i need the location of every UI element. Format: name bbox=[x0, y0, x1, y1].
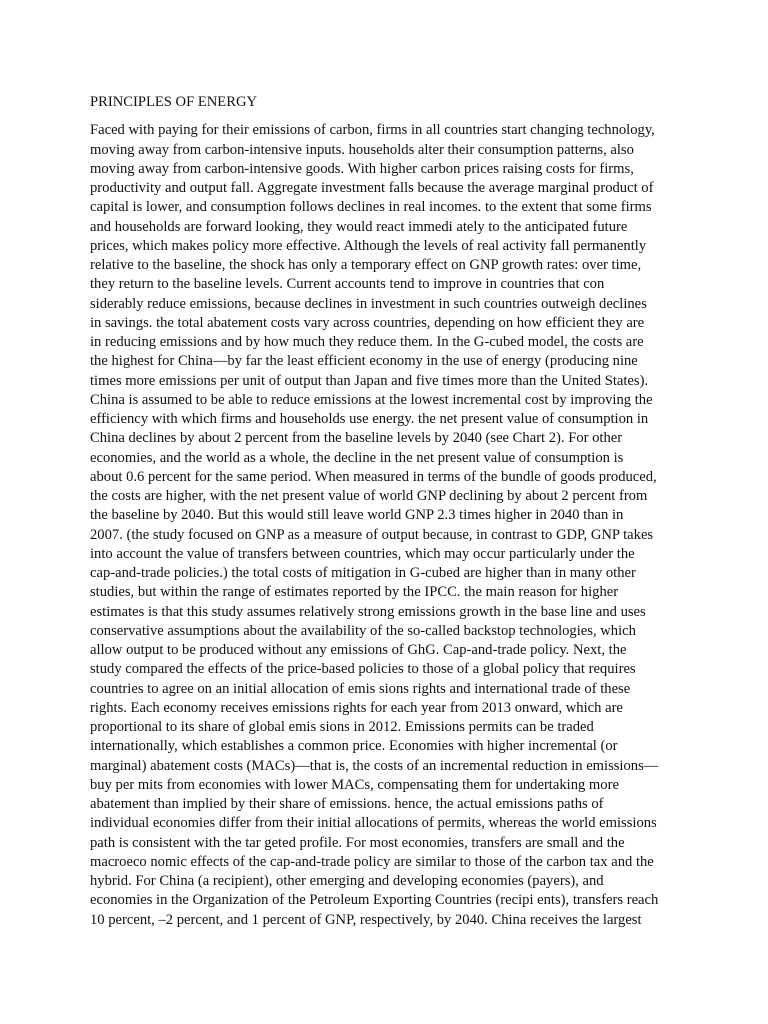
body-line: efficiency with which firms and households use energy. the net present value of consumption in bbox=[90, 411, 649, 427]
body-line: 2007. (the study focused on GNP as a measure of output because, in contrast to GDP, GNP takes bbox=[90, 526, 654, 543]
body-line: they return to the baseline levels. Current accounts tend to improve in countries that con bbox=[90, 276, 605, 293]
body-line: the costs are higher, with the net present value of world GNP declining by about 2 percent from bbox=[90, 488, 648, 504]
body-line: individual economies differ from their initial allocations of permits, whereas the world emissions bbox=[90, 815, 657, 832]
body-line: into account the value of transfers between countries, which may occur particularly under the bbox=[90, 545, 635, 562]
body-line: study compared the effects of the price-based policies to those of a global policy that requires bbox=[90, 661, 636, 678]
body-line: and households are forward looking, they would react immedi ately to the anticipated future bbox=[90, 218, 628, 235]
body-line: economies, and the world as a whole, the decline in the net present value of consumption is bbox=[90, 449, 624, 466]
body-line: economies in the Organization of the Petroleum Exporting Countries (recipi ents), transfers reach bbox=[90, 892, 659, 909]
body-line: capital is lower, and consumption follows declines in real incomes. to the extent that some firms bbox=[90, 199, 652, 216]
body-line: macroeco nomic effects of the cap-and-trade policy are similar to those of the carbon tax and the bbox=[90, 853, 654, 870]
body-line: the baseline by 2040. But this would still leave world GNP 2.3 times higher in 2040 than in bbox=[90, 507, 624, 524]
body-line: China is assumed to be able to reduce emissions at the lowest incremental cost by improving the bbox=[90, 391, 653, 408]
body-line: productivity and output fall. Aggregate investment falls because the average marginal product of bbox=[90, 180, 654, 196]
body-line: studies, but within the range of estimates reported by the IPCC. the main reason for higher bbox=[90, 584, 619, 601]
body-line: prices, which makes policy more effective. Although the levels of real activity fall permanently bbox=[90, 237, 647, 254]
body-line: siderably reduce emissions, because declines in investment in such countries outweigh declines bbox=[90, 295, 647, 312]
body-line: hybrid. For China (a recipient), other emerging and developing economies (payers), and bbox=[90, 873, 604, 889]
document-body bbox=[90, 121, 678, 930]
body-line: allow output to be produced without any emissions of GhG. Cap-and-trade policy. Next, the bbox=[90, 642, 627, 658]
body-line: relative to the baseline, the shock has only a temporary effect on GNP growth rates: over time, bbox=[90, 257, 642, 273]
body-line: estimates is that this study assumes relatively strong emissions growth in the base line and uses bbox=[90, 603, 646, 620]
body-line: internationally, which establishes a common price. Economies with higher incremental (or bbox=[90, 738, 618, 755]
body-line: countries to agree on an initial allocation of emis sions rights and international trade of these bbox=[90, 680, 631, 697]
body-line: the highest for China—by far the least efficient economy in the use of energy (producing nine bbox=[90, 353, 638, 370]
body-line: in savings. the total abatement costs vary across countries, depending on how efficient they are bbox=[90, 314, 645, 331]
body-line: moving away from carbon-intensive inputs. households alter their consumption patterns, also bbox=[90, 141, 634, 158]
body-line: 10 percent, –2 percent, and 1 percent of GNP, respectively, by 2040. China receives the largest bbox=[90, 911, 642, 928]
body-line: proportional to its share of global emis sions in 2012. Emissions permits can be traded bbox=[90, 719, 594, 735]
body-line: buy per mits from economies with lower MACs, compensating them for undertaking more bbox=[90, 776, 619, 793]
body-line: times more emissions per unit of output than Japan and five times more than the United States). bbox=[90, 372, 649, 389]
body-line: in reducing emissions and by how much they reduce them. In the G-cubed model, the costs are bbox=[90, 334, 644, 350]
body-line: Faced with paying for their emissions of carbon, firms in all countries start changing technology, bbox=[90, 122, 655, 139]
document-title: PRINCIPLES OF ENERGY bbox=[90, 94, 258, 110]
document-content bbox=[90, 93, 678, 930]
body-line: rights. Each economy receives emissions rights for each year from 2013 onward, which are bbox=[90, 699, 623, 716]
body-line: marginal) abatement costs (MACs)—that is, the costs of an incremental reduction in emissions— bbox=[90, 757, 659, 774]
body-line: China declines by about 2 percent from the baseline levels by 2040 (see Chart 2). For other bbox=[90, 430, 623, 447]
body-line: abatement than implied by their share of emissions. hence, the actual emissions paths of bbox=[90, 796, 604, 812]
body-line: cap-and-trade policies.) the total costs of mitigation in G-cubed are higher than in many other bbox=[90, 565, 636, 581]
body-line: conservative assumptions about the availability of the so-called backstop technologies, which bbox=[90, 622, 636, 639]
body-line: moving away from carbon-intensive goods. With higher carbon prices raising costs for firms, bbox=[90, 160, 634, 177]
body-line: about 0.6 percent for the same period. When measured in terms of the bundle of goods produced, bbox=[90, 468, 657, 485]
body-line: path is consistent with the tar geted profile. For most economies, transfers are small and the bbox=[90, 834, 625, 851]
